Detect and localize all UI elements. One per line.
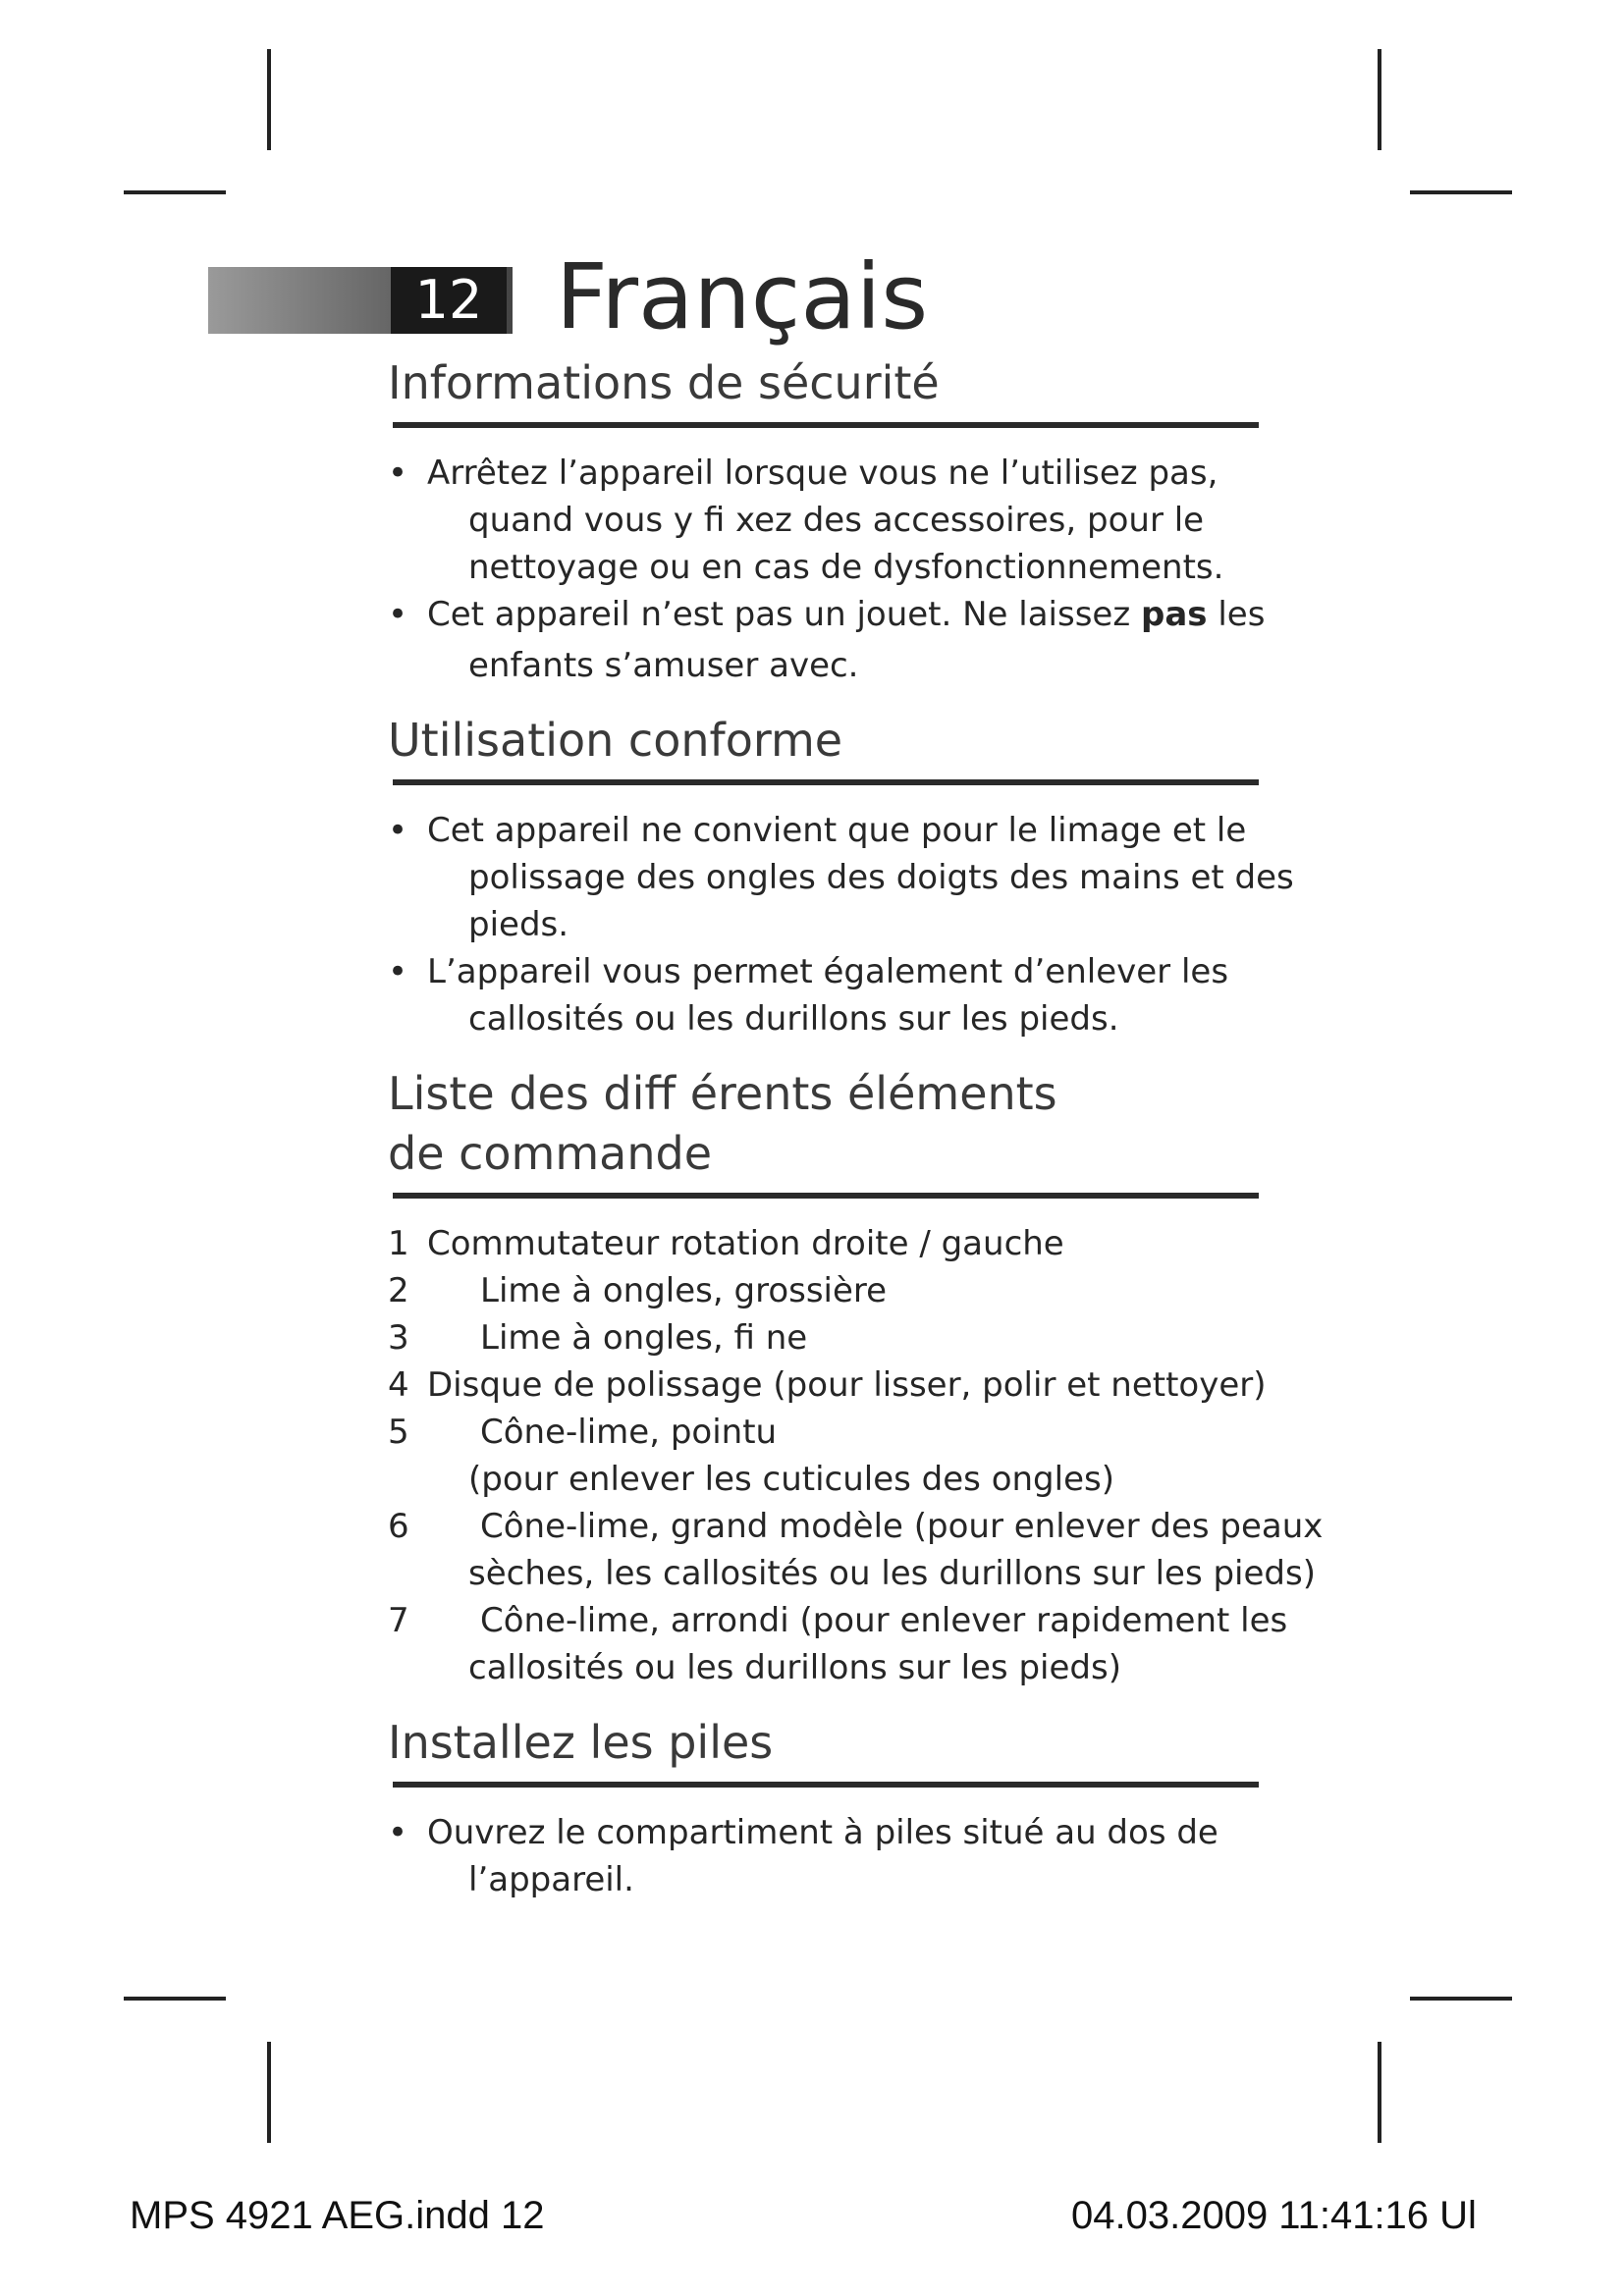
bullet: • xyxy=(388,952,408,991)
control-item xyxy=(388,1597,1311,1691)
item-number: 3 xyxy=(388,1318,409,1358)
control-item xyxy=(388,1362,1311,1409)
control-item xyxy=(388,1267,1311,1314)
text-run: Cet appareil n’est pas un jouet. Ne laissez xyxy=(427,595,1141,634)
item-label: Cône-lime, grand modèle (pour enlever des peaux xyxy=(480,1507,1324,1546)
section-heading-usage: Utilisation conforme xyxy=(388,714,843,767)
content-column xyxy=(388,353,1324,1903)
text-line: Arrêtez l’appareil lorsque vous ne l’utilisez pas, xyxy=(427,454,1218,493)
item-label: Lime à ongles, grossière xyxy=(480,1271,888,1310)
list-item xyxy=(388,807,1311,948)
text-line: nettoyage ou en cas de dysfonctionnements. xyxy=(468,548,1224,587)
item-label-continued: (pour enlever les cuticules des ongles) xyxy=(468,1460,1114,1499)
item-number: 5 xyxy=(388,1413,409,1452)
bullet: • xyxy=(388,595,408,634)
text-line: callosités ou les durillons sur les pieds. xyxy=(468,999,1119,1039)
bullet: • xyxy=(388,811,408,850)
item-label: Commutateur rotation droite / gauche xyxy=(427,1224,1064,1263)
crop-mark xyxy=(124,1997,226,2001)
item-number: 7 xyxy=(388,1601,409,1640)
item-number: 4 xyxy=(388,1365,409,1405)
item-number: 6 xyxy=(388,1507,409,1546)
text-line xyxy=(427,591,1311,638)
crop-mark xyxy=(1378,49,1381,150)
section-rule xyxy=(393,1193,1259,1199)
crop-mark xyxy=(267,49,271,150)
item-label: Cône-lime, pointu xyxy=(480,1413,778,1452)
page-number: 12 xyxy=(391,267,507,334)
crop-mark xyxy=(1410,190,1512,194)
list-item xyxy=(388,1809,1311,1903)
crop-mark xyxy=(1378,2042,1381,2143)
emphasis-text: pas xyxy=(1141,595,1208,634)
section-rule xyxy=(393,779,1259,785)
item-label: Lime à ongles, fi ne xyxy=(480,1318,808,1358)
item-label-continued: callosités ou les durillons sur les pieds) xyxy=(468,1648,1121,1687)
list-item xyxy=(388,591,1311,689)
text-line: l’appareil. xyxy=(468,1860,634,1899)
text-line: pieds. xyxy=(468,905,569,944)
text-line: Ouvrez le compartiment à piles situé au dos de xyxy=(427,1813,1218,1852)
list-item xyxy=(388,450,1311,591)
footer-datetime: 04.03.2009 11:41:16 Ul xyxy=(1071,2194,1477,2237)
heading-line: de commande xyxy=(388,1127,713,1180)
item-label-continued: sèches, les callosités ou les durillons sur les pieds) xyxy=(468,1554,1316,1593)
item-label: Cône-lime, arrondi (pour enlever rapidement les xyxy=(480,1601,1288,1640)
section-rule xyxy=(393,1782,1259,1788)
control-item xyxy=(388,1314,1311,1362)
control-item xyxy=(388,1503,1324,1597)
item-number: 2 xyxy=(388,1271,409,1310)
footer-file-info: MPS 4921 AEG.indd 12 xyxy=(130,2194,545,2237)
crop-mark xyxy=(124,190,226,194)
section-heading-safety: Informations de sécurité xyxy=(388,356,940,409)
item-label: Disque de polissage (pour lisser, polir et nettoyer) xyxy=(427,1365,1267,1405)
list-item xyxy=(388,948,1311,1042)
heading-line: Liste des diff érents éléments xyxy=(388,1067,1057,1120)
section-heading-controls xyxy=(388,1064,1311,1184)
control-item xyxy=(388,1409,1311,1503)
text-line: polissage des ongles des doigts des mains et des xyxy=(468,858,1294,897)
control-item xyxy=(388,1220,1311,1267)
text-line: quand vous y fi xez des accessoires, pour le xyxy=(468,501,1205,540)
text-run: les xyxy=(1207,595,1266,634)
bullet: • xyxy=(388,454,408,493)
item-number: 1 xyxy=(388,1224,409,1263)
section-rule xyxy=(393,422,1259,428)
page-title: Français xyxy=(556,244,929,349)
bullet: • xyxy=(388,1813,408,1852)
section-heading-batteries: Installez les piles xyxy=(388,1716,774,1769)
text-line: enfants s’amuser avec. xyxy=(468,646,859,685)
text-line: L’appareil vous permet également d’enlever les xyxy=(427,952,1229,991)
crop-mark xyxy=(1410,1997,1512,2001)
text-line: Cet appareil ne convient que pour le limage et le xyxy=(427,811,1247,850)
crop-mark xyxy=(267,2042,271,2143)
